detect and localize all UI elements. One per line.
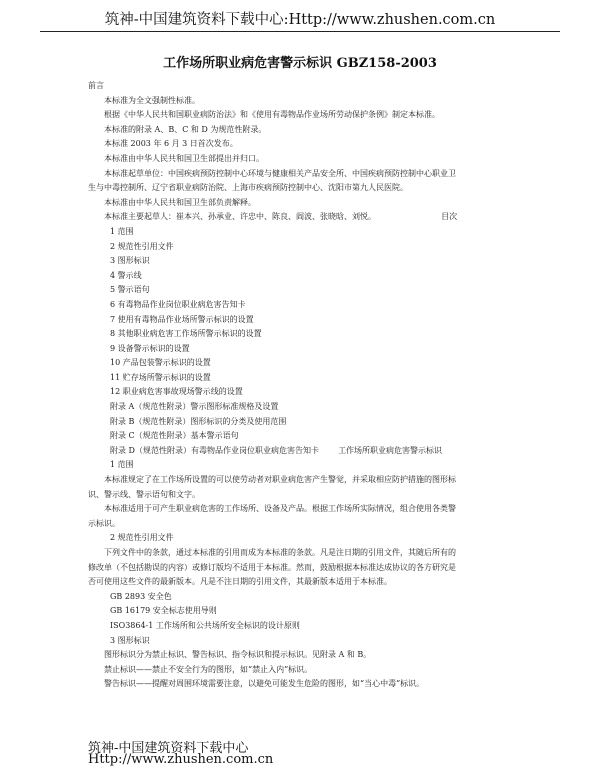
toc-item-appendix-d: 附录 D（规范性附录）有毒物品作业岗位职业病危害告知卡 bbox=[110, 445, 319, 455]
toc-item: 7 使用有毒物品作业场所警示标识的设置 bbox=[110, 314, 254, 324]
toc-item: 8 其他职业病危害工作场所警示标识的设置 bbox=[110, 329, 262, 339]
toc-item: 9 设备警示标识的设置 bbox=[110, 343, 190, 353]
paragraph-line: 修改单（不包括勘误的内容）或修订版均不适用于本标准。然而，鼓励根据本标准达成协议的各方研究是 bbox=[88, 562, 456, 572]
section-heading: 3 图形标识 bbox=[110, 635, 150, 645]
document-title: 工作场所职业病危害警示标识 GBZ158-2003 bbox=[163, 56, 437, 71]
toc-item: 10 产品包装警示标识的设置 bbox=[110, 358, 211, 368]
toc-item: 附录 A（规范性附录）警示图形标准规格及设置 bbox=[110, 402, 279, 412]
preface-line: 本标准 2003 年 6 月 3 日首次发布。 bbox=[104, 139, 238, 149]
paragraph-line: 警告标识——提醒对周围环境需要注意，以避免可能发生危险的图形，如“当心中毒”标识。 bbox=[104, 679, 425, 689]
toc-item: 3 图形标识 bbox=[110, 256, 150, 266]
reference-item: GB 16179 安全标志使用导则 bbox=[110, 606, 217, 616]
toc-item: 4 警示线 bbox=[110, 270, 142, 280]
preface-line: 本标准的附录 A、B、C 和 D 为规范性附录。 bbox=[104, 124, 267, 134]
toc-item: 附录 C（规范性附录）基本警示语句 bbox=[110, 431, 239, 441]
preface-line: 根据《中华人民共和国职业病防治法》和《使用有毒物品作业场所劳动保护条例》制定本标准。 bbox=[104, 110, 440, 120]
title-repeat: 工作场所职业病危害警示标识 bbox=[338, 445, 443, 455]
preface-line: 本标准由中华人民共和国卫生部提出并归口。 bbox=[104, 153, 264, 163]
preface-line bbox=[88, 210, 528, 225]
toc-heading: 目次 bbox=[441, 212, 458, 222]
footer-site-name: 筑神-中国建筑资料下载中心 bbox=[88, 741, 249, 756]
toc-item: 11 贮存场所警示标识的设置 bbox=[110, 372, 211, 382]
paragraph-line: 否可使用这些文件的最新版本。凡是不注日期的引用文件，其最新版本适用于本标准。 bbox=[88, 577, 392, 587]
footer-url[interactable]: Http://www.zhushen.com.cn bbox=[88, 752, 274, 767]
paragraph-line: 禁止标识——禁止不安全行为的图形，如“禁止入内”标识。 bbox=[104, 664, 313, 674]
document-body bbox=[88, 79, 528, 692]
drafters-text: 本标准主要起草人：崔本兴、孙承业、许忠中、陈良、阎波、张晓晗、刘悦。 bbox=[104, 212, 376, 222]
toc-item: 12 职业病危害事故现场警示线的设置 bbox=[110, 387, 243, 397]
paragraph-line: 示标识。 bbox=[88, 518, 120, 528]
preface-line: 本标准由中华人民共和国卫生部负责解释。 bbox=[104, 197, 256, 207]
toc-item: 1 范围 bbox=[110, 226, 134, 236]
toc-item: 附录 B（规范性附录）图形标识的分类及使用范围 bbox=[110, 416, 287, 426]
preface-heading: 前言 bbox=[88, 81, 104, 90]
toc-item: 6 有毒物品作业岗位职业病危害告知卡 bbox=[110, 299, 246, 309]
paragraph-line: 本标准规定了在工作场所设置的可以使劳动者对职业病危害产生警觉，并采取相应防护措施的图形标 bbox=[104, 475, 456, 485]
toc-item bbox=[88, 444, 528, 459]
reference-item: GB 2893 安全色 bbox=[110, 591, 172, 601]
paragraph-line: 识、警示线、警示语句和文字。 bbox=[88, 489, 200, 499]
toc-item: 5 警示语句 bbox=[110, 285, 150, 295]
preface-line: 本标准为全文强制性标准。 bbox=[104, 95, 200, 105]
paragraph-line: 图形标识分为禁止标识、警告标识、指令标识和提示标识。见附录 A 和 B。 bbox=[104, 650, 372, 660]
section-heading: 2 规范性引用文件 bbox=[110, 533, 174, 543]
paragraph-line: 下列文件中的条款，通过本标准的引用而成为本标准的条款。凡是注日期的引用文件，其随后所有的 bbox=[104, 548, 456, 557]
section-heading: 1 范围 bbox=[110, 460, 134, 470]
paragraph-line: 本标准适用于可产生职业病危害的工作场所、设备及产品。根据工作场所实际情况，组合使用各类警 bbox=[104, 504, 456, 514]
preface-line: 本标准起草单位：中国疾病预防控制中心环境与健康相关产品安全所、中国疾病预防控制中心职业卫 bbox=[104, 168, 456, 178]
reference-item: ISO3864-1 工作场所和公共场所安全标识的设计原则 bbox=[110, 620, 300, 630]
page-header: 筑神-中国建筑资料下载中心:Http://www.zhushen.com.cn bbox=[104, 12, 496, 28]
toc-item: 2 规范性引用文件 bbox=[110, 241, 174, 251]
preface-line: 生与中毒控制所、辽宁省职业病防治院、上海市疾病预防控制中心、沈阳市第九人民医院。 bbox=[88, 183, 408, 193]
header-divider bbox=[40, 31, 560, 32]
